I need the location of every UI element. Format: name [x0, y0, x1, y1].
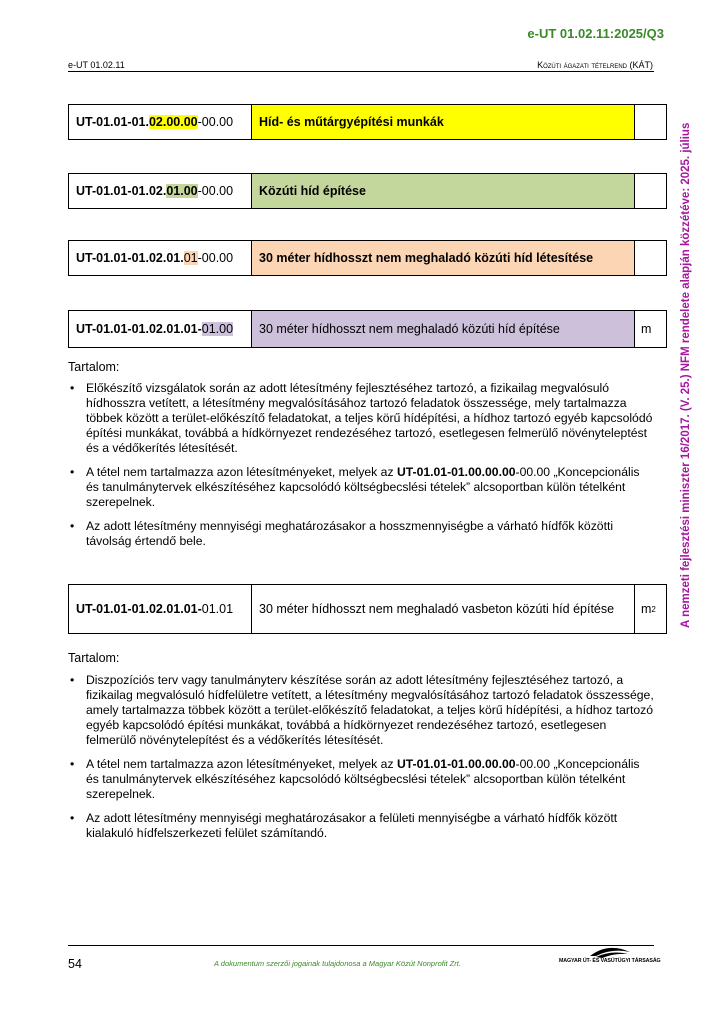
unit-cell — [635, 105, 666, 139]
code-prefix: UT-01.01-01.02.01.01- — [76, 322, 202, 336]
text: „Koncepcionális és tanulmánytervek elkészítéséhez kapcsolódó költségbecslési tételek” alcsoportban külön tételként szerepelnek. — [86, 465, 640, 509]
code-cell — [69, 105, 252, 139]
title-cell: Közúti híd építése — [252, 174, 635, 208]
text: A tétel nem tartalmazza azon létesítményeket, melyek az — [86, 465, 397, 479]
title-cell: 30 méter hídhosszt nem meghaladó közúti híd létesítése — [252, 241, 635, 275]
list-item — [68, 757, 654, 802]
header-rule — [68, 71, 654, 72]
item-code: UT-01.01-01.00.00.00 — [396, 465, 516, 479]
code-suffix: -00.00 — [197, 251, 234, 265]
header-right: Közúti ágazati tételrend (KÁT) — [537, 60, 653, 70]
unit-text: m — [641, 602, 652, 616]
code-highlight: 01.00 — [201, 322, 234, 336]
side-publication-note: A nemzeti fejlesztési miniszter 16/2017. (V. 25.) NFM rendelete alapján közzétéve: 2025. július — [680, 122, 692, 628]
item-code-end: -00.00 — [515, 757, 551, 771]
list-item — [68, 465, 654, 510]
code-cell — [69, 241, 252, 275]
unit-cell — [635, 241, 666, 275]
code-suffix: -00.00 — [197, 184, 234, 198]
header-left: e-UT 01.02.11 — [68, 60, 125, 70]
title-cell: 30 méter hídhosszt nem meghaladó vasbeton közúti híd építése — [252, 585, 635, 633]
list-item: • Az adott létesítmény mennyiségi meghatározásakor a felületi mennyiségbe a várható hídfők között kialakuló hídfelszerkezeti felület számítandó. — [68, 811, 654, 841]
content-label-1: Tartalom: — [68, 360, 120, 374]
list-item: • Előkészítő vizsgálatok során az adott létesítmény fejlesztéséhez tartozó, a fizikailag megvalósuló hídhosszra vetített, a létesítmény megvalósításához tartozó feladatok összessége, mely tartalmazza többek között a terület-előkészítő feladatokat, a teljes körű hídépítési, a hídhoz tartozó egyéb kapcsolódó építési munkákat, továbbá a hídkörnyezet rendezéséhez tartozó, esetlegesen felmerülő növényteleptést és a védőkerítés létesítését. — [68, 381, 654, 456]
text: „Koncepcionális és tanulmánytervek elkészítéséhez kapcsolódó költségbecslési tételek” alcsoportban külön tételként szerepelnek. — [86, 757, 640, 801]
company-logo-icon — [560, 944, 656, 970]
code-highlight: 02.00.00 — [148, 115, 198, 129]
unit-superscript: 2 — [651, 604, 656, 614]
list-item: • Az adott létesítmény mennyiségi meghatározásakor a hosszmennyiségbe a várható hídfők közötti távolság értendő bele. — [68, 519, 654, 549]
copyright-note: A dokumentum szerzői jogainak tulajdonosa a Magyar Közút Nonprofit Zrt. — [214, 959, 461, 968]
document-code: e-UT 01.02.11:2025/Q3 — [527, 26, 664, 41]
unit-cell — [635, 585, 666, 633]
code-cell — [69, 174, 252, 208]
code-prefix: UT-01.01-01.02.01. — [76, 251, 184, 265]
title-cell: Híd- és műtárgyépítési munkák — [252, 105, 635, 139]
text: A tétel nem tartalmazza azon létesítményeket, melyek az — [86, 757, 397, 771]
title-cell: 30 méter hídhosszt nem meghaladó közúti híd építése — [252, 311, 635, 347]
logo-text: MAGYAR ÚT- ÉS VASÚTÜGYI TÁRSASÁG — [559, 958, 661, 964]
code-highlight: 01.00 — [166, 184, 198, 198]
code-row-4 — [68, 310, 667, 348]
code-row-1 — [68, 104, 667, 140]
code-prefix: UT-01.01-01.02.01.01- — [76, 602, 202, 616]
code-suffix: -00.00 — [197, 115, 234, 129]
code-highlight: 01 — [183, 251, 198, 265]
list-item: • Diszpozíciós terv vagy tanulmányterv készítése során az adott létesítmény fejlesztéséhez tartozó, a fizikailag megvalósuló hídfelületre vetített, a létesítmény megvalósításához tartozó feladatok összessége, amely tartalmazza többek között a terület-előkészítő feladatokat, a teljes körű hídépítési, a hídhoz tartozó egyéb kapcsolódó építési munkákat, továbbá a hídkörnyezet rendezéséhez tartozó, esetlegesen felmerülő növénytelepítést és a védőkerítés létesítését. — [68, 673, 654, 748]
content-label-2: Tartalom: — [68, 651, 120, 665]
code-cell — [69, 585, 252, 633]
code-row-2 — [68, 173, 667, 209]
code-prefix: UT-01.01-01.02. — [76, 184, 167, 198]
item-code: UT-01.01-01.00.00.00 — [396, 757, 516, 771]
content-list-2 — [68, 673, 654, 850]
page-number: 54 — [68, 957, 82, 971]
content-list-1 — [68, 381, 654, 558]
code-cell — [69, 311, 252, 347]
code-row-5 — [68, 584, 667, 634]
unit-cell: m — [641, 322, 652, 336]
item-code-end: -00.00 — [515, 465, 551, 479]
unit-cell — [635, 174, 666, 208]
code-row-3 — [68, 240, 667, 276]
code-prefix: UT-01.01-01. — [76, 115, 149, 129]
code-suffix: 01.01 — [201, 602, 234, 616]
